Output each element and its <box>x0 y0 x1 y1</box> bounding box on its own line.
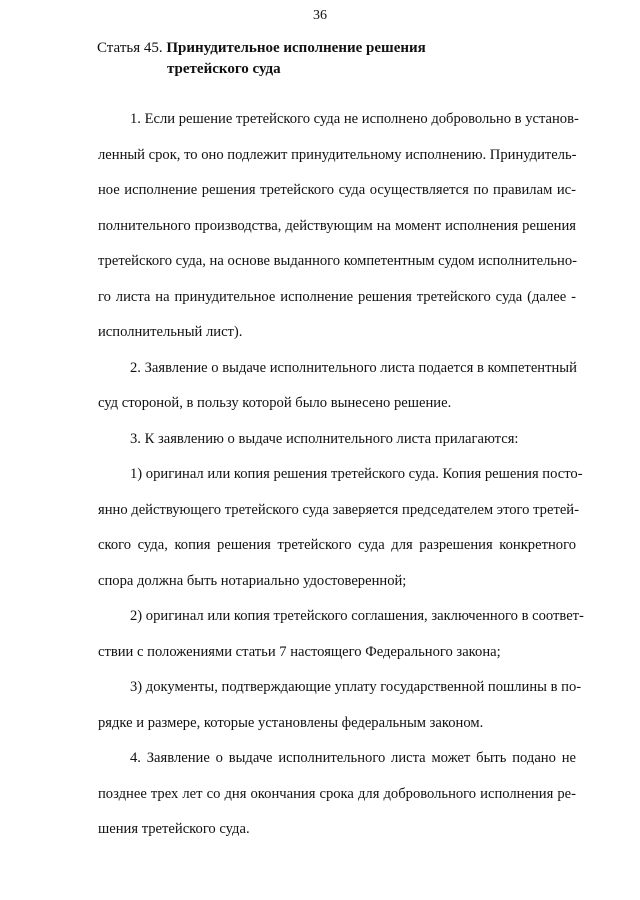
article-number: Статья 45. <box>97 40 163 56</box>
text-line: исполнительный лист). <box>98 324 243 340</box>
paragraph-3 <box>66 422 576 458</box>
text-line: 2) оригинал или копия третейского соглашения, заключенного в соответ- <box>130 608 584 624</box>
text-line: 2. Заявление о выдаче исполнительного листа подается в компетентный <box>130 359 577 376</box>
article-heading <box>97 38 577 80</box>
paragraph-3-item-1 <box>66 457 583 599</box>
paragraph-3-item-2 <box>66 599 584 670</box>
paragraph-3-item-3 <box>66 670 582 741</box>
text-line: го листа на принудительное исполнение решения третейского суда (далее - <box>98 288 576 305</box>
text-line: полнительного производства, действующим на момент исполнения решения <box>98 217 576 234</box>
text-line: спора должна быть нотариально удостоверенной; <box>98 572 407 589</box>
text-line: 3. К заявлению о выдаче исполнительного листа прилагаются: <box>130 430 519 447</box>
text-line: 4. Заявление о выдаче исполнительного листа может быть подано не <box>130 750 576 766</box>
text-line: рядке и размере, которые установлены федеральным законом. <box>98 714 484 731</box>
text-line: ского суда, копия решения третейского суда для разрешения конкретного <box>98 537 576 553</box>
text-line: ленный срок, то оно подлежит принудительному исполнению. Принудитель- <box>98 146 577 163</box>
text-line: 1. Если решение третейского суда не исполнено добровольно в установ- <box>130 111 579 127</box>
text-line: 1) оригинал или копия решения третейского суда. Копия решения посто- <box>130 466 583 482</box>
article-title-line-1: Принудительное исполнение решения <box>166 40 426 56</box>
paragraph-2 <box>66 351 576 422</box>
page-number: 36 <box>313 8 327 23</box>
text-line: 3) документы, подтверждающие уплату государственной пошлины в по- <box>130 679 582 695</box>
article-title-line-2: третейского суда <box>167 61 281 77</box>
text-line: третейского суда, на основе выданного компетентным судом исполнительно- <box>98 253 578 269</box>
paragraph-4 <box>66 741 576 848</box>
paragraph-1 <box>66 102 579 351</box>
text-line: янно действующего третейского суда заверяется председателем этого третей- <box>98 501 579 518</box>
text-line: ствии с положениями статьи 7 настоящего Федерального закона; <box>98 643 501 660</box>
article-body <box>66 102 584 848</box>
text-line: суд стороной, в пользу которой было вынесено решение. <box>98 395 452 411</box>
text-line: ное исполнение решения третейского суда осуществляется по правилам ис- <box>98 182 576 198</box>
article-heading-line-1 <box>97 38 577 59</box>
text-line: позднее трех лет со дня окончания срока для добровольного исполнения ре- <box>98 785 576 802</box>
text-line: шения третейского суда. <box>98 821 250 837</box>
